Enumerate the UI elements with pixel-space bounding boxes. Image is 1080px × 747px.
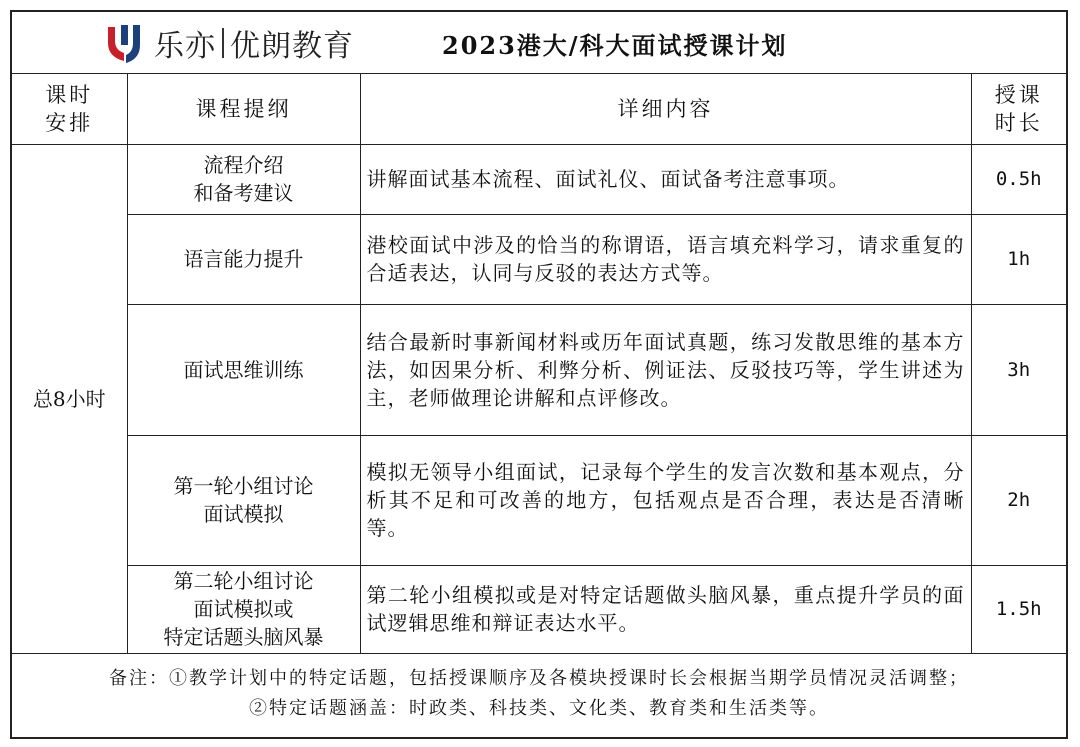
brand-name <box>154 21 354 65</box>
table-row <box>12 144 1066 214</box>
outline-cell: 面试思维训练 <box>127 304 360 435</box>
col-header-outline: 课程提纲 <box>127 74 360 144</box>
total-hours-cell: 总8小时 <box>12 144 127 653</box>
brand-logo-mark-icon <box>104 21 144 65</box>
course-plan-table <box>12 74 1066 654</box>
document-header <box>12 12 1066 74</box>
brand-divider <box>222 28 224 58</box>
note-line-1: 备注：①教学计划中的特定话题，包括授课顺序及各模块授课时长会根据当期学员情况灵活调整； <box>109 668 969 689</box>
detail-cell: 港校面试中涉及的恰当的称谓语，语言填充料学习，请求重复的合适表达，认同与反驳的表达方式等。 <box>360 214 971 304</box>
brand-secondary: 优朗教育 <box>230 29 354 64</box>
plan-document <box>10 10 1068 739</box>
table-row <box>12 214 1066 304</box>
duration-cell: 1h <box>971 214 1066 304</box>
outline-cell: 第二轮小组讨论 面试模拟或 特定话题头脑风暴 <box>127 565 360 653</box>
detail-cell: 模拟无领导小组面试，记录每个学生的发言次数和基本观点，分析其不足和可改善的地方，包括观点是否合理，表达是否清晰等。 <box>360 435 971 565</box>
table-row <box>12 565 1066 653</box>
table-row <box>12 435 1066 565</box>
note-line-2: ②特定话题涵盖：时政类、科技类、文化类、教育类和生活类等。 <box>249 698 829 719</box>
detail-cell: 结合最新时事新闻材料或历年面试真题，练习发散思维的基本方法，如因果分析、利弊分析、例证法、反驳技巧等，学生讲述为主，老师做理论讲解和点评修改。 <box>360 304 971 435</box>
detail-cell: 讲解面试基本流程、面试礼仪、面试备考注意事项。 <box>360 144 971 214</box>
col-header-detail: 详细内容 <box>360 74 971 144</box>
notes-section <box>12 653 1066 737</box>
table-row <box>12 304 1066 435</box>
outline-cell: 流程介绍 和备考建议 <box>127 144 360 214</box>
duration-cell: 0.5h <box>971 144 1066 214</box>
brand-primary: 乐亦 <box>154 29 216 64</box>
table-header-row <box>12 74 1066 144</box>
col-header-schedule: 课时 安排 <box>12 74 127 144</box>
duration-cell: 1.5h <box>971 565 1066 653</box>
outline-cell: 语言能力提升 <box>127 214 360 304</box>
outline-cell: 第一轮小组讨论 面试模拟 <box>127 435 360 565</box>
document-title: 2023港大/科大面试授课计划 <box>442 31 788 60</box>
col-header-duration: 授课 时长 <box>971 74 1066 144</box>
brand-logo <box>104 20 354 66</box>
duration-cell: 3h <box>971 304 1066 435</box>
detail-cell: 第二轮小组模拟或是对特定话题做头脑风暴，重点提升学员的面试逻辑思维和辩证表达水平。 <box>360 565 971 653</box>
duration-cell: 2h <box>971 435 1066 565</box>
